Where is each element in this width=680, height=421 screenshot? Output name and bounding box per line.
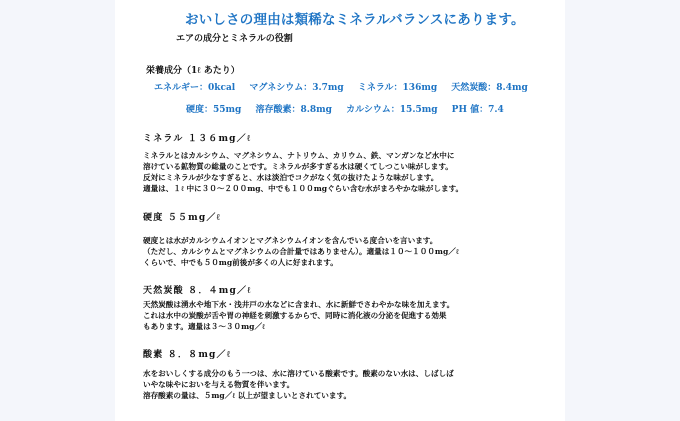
paragraph-line: （ただし、カルシウムとマグネシウムの合計量ではありません）。適量は１０～１００mg／ℓ — [143, 247, 459, 256]
nutrition-title: 栄養成分（1ℓ あたり） — [146, 66, 240, 76]
section-body-hardness — [143, 235, 459, 268]
nutrition-mineral: ミネラル：136mg — [357, 83, 438, 93]
nutrition-calcium: カルシウム：15.5mg — [346, 105, 438, 115]
paragraph-line: 硬度とは水がカルシウムイオンとマグネシウムイオンを含んでいる度合いを言います。 — [143, 236, 438, 245]
content-page — [115, 0, 565, 421]
paragraph-line: いやな味やにおいを与える物質を伴います。 — [143, 380, 295, 389]
section-body-carbonate — [143, 299, 454, 332]
paragraph-line: もあります。適量は３～３０mg／ℓ — [143, 322, 265, 331]
paragraph-line: 溶けている鉱物質の総量のことです。ミネラルが多すぎる水は硬くてしつこい味がします。 — [143, 162, 453, 171]
paragraph-line: 反対にミネラルが少なすぎると、水は淡泊でコクがなく気の抜けたような味がします。 — [143, 173, 439, 182]
paragraph-line: 天然炭酸は湧水や地下水・浅井戸の水などに含まれ、水に新鮮でさわやかな味を加えます。 — [143, 300, 455, 309]
paragraph-line: 適量は、１ℓ 中に３０～２００mg、中でも１００mgぐらい含む水がまろやかな味がします。 — [143, 184, 464, 193]
section-title-mineral: ミネラル １３６mg／ℓ — [143, 134, 252, 144]
nutrition-hardness: 硬度：55mg — [186, 105, 242, 115]
nutrition-magnesium: マグネシウム：3.7mg — [249, 83, 344, 93]
section-body-mineral — [143, 150, 463, 194]
nutrition-carbonate: 天然炭酸：8.4mg — [451, 83, 528, 93]
nutrition-line-1 — [154, 80, 539, 93]
headline: おいしさの理由は類稀なミネラルバランスにあります。 — [185, 12, 525, 28]
paragraph-line: くらいで、中でも５０mg前後が多くの人に好まれます。 — [143, 258, 338, 267]
nutrition-line-2 — [186, 102, 515, 115]
section-body-oxygen — [143, 368, 454, 401]
paragraph-line: ミネラルとはカルシウム、マグネシウム、ナトリウム、カリウム、鉄、マンガンなど水中に — [143, 151, 455, 160]
paragraph-line: 水をおいしくする成分のもう一つは、水に溶けている酸素です。酸素のない水は、しばしば — [143, 369, 454, 378]
section-title-oxygen: 酸素 ８．８mg／ℓ — [143, 350, 232, 360]
subheading: エアの成分とミネラルの役割 — [176, 34, 293, 44]
nutrition-ph: PH 値：7.4 — [451, 105, 504, 115]
nutrition-dissolved-oxygen: 溶存酸素：8.8mg — [255, 105, 332, 115]
nutrition-energy: エネルギー：0kcal — [154, 83, 236, 93]
paragraph-line: これは水中の炭酸が舌や胃の神経を刺激するからで、同時に消化液の分泌を促進する効果 — [143, 311, 447, 320]
section-title-hardness: 硬度 ５５mg／ℓ — [143, 213, 222, 223]
section-title-carbonate: 天然炭酸 ８．４mg／ℓ — [143, 286, 252, 296]
paragraph-line: 溶存酸素の量は、５mg／ℓ 以上が望ましいとされています。 — [143, 391, 352, 400]
